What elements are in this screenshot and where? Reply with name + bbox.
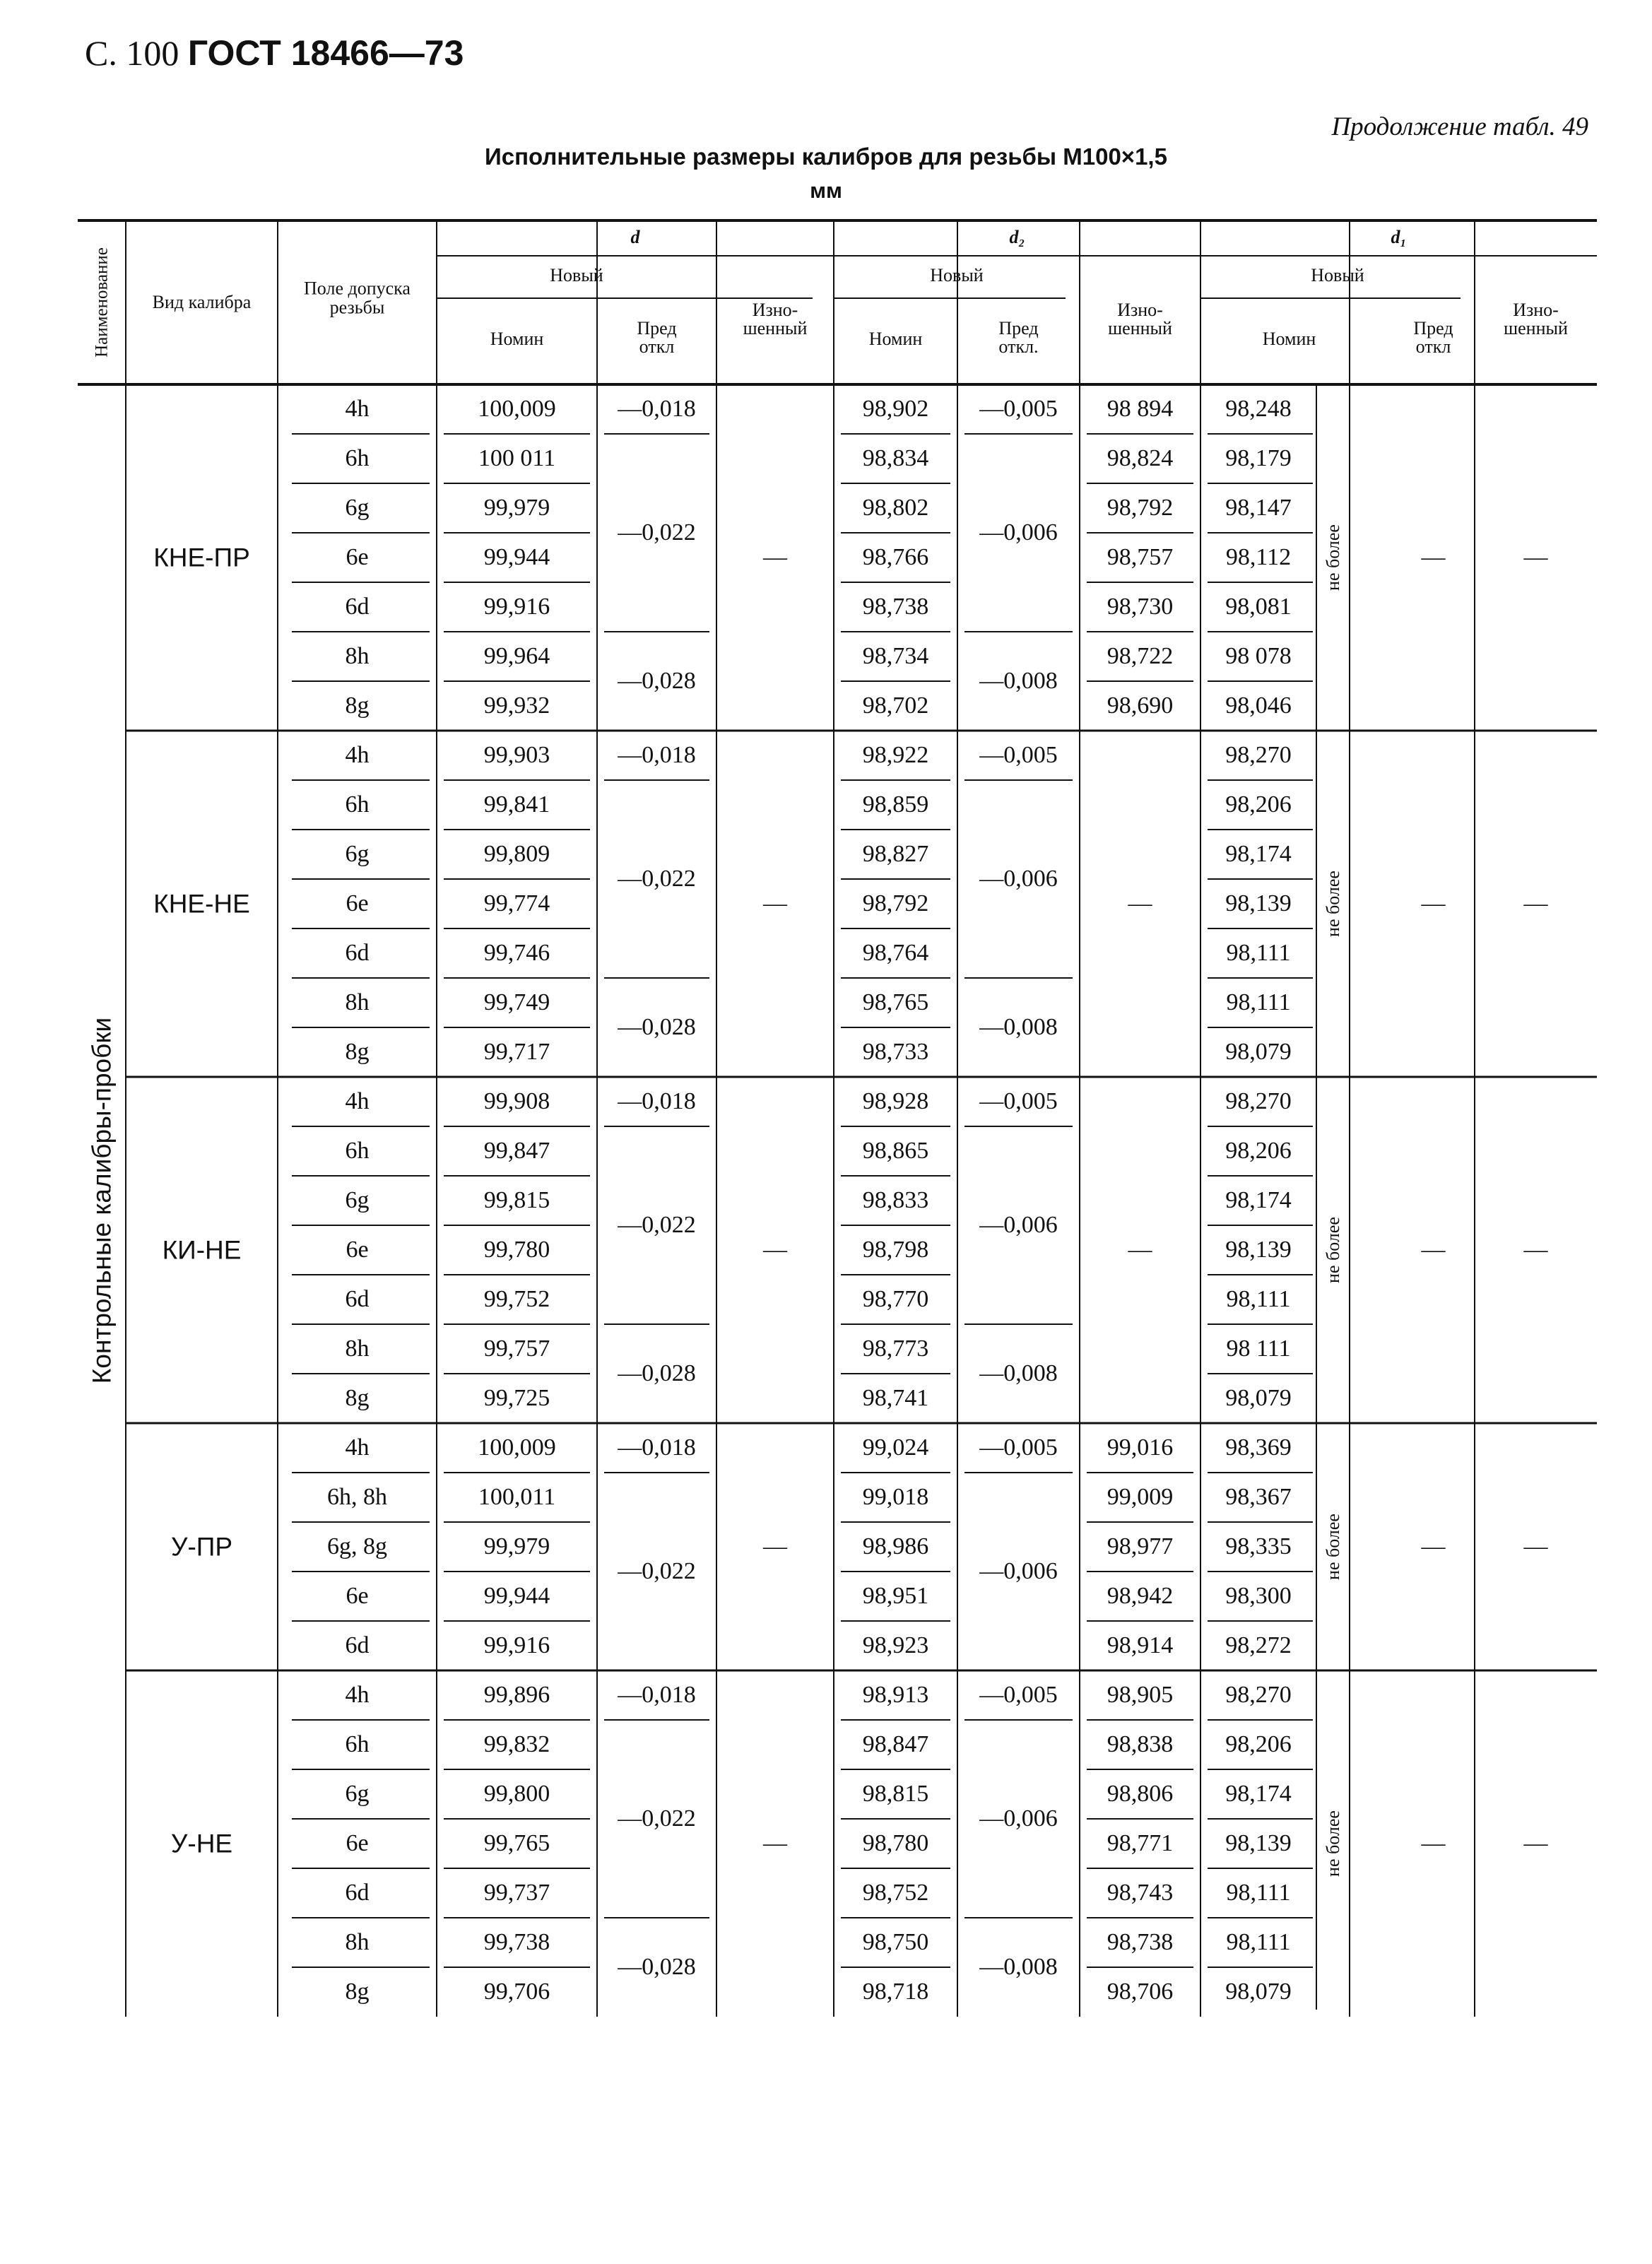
ne-bolee-label: не более [1322,1810,1343,1877]
d2-nomin-cell: 98,913 [862,1682,929,1708]
d-nomin-cell: 99,706 [483,1979,550,2005]
d-deviation-cell: —0,022 [618,1805,696,1832]
tolerance-cell: 8g [345,1979,370,2005]
d1-nomin-cell: 98,174 [1225,1187,1292,1213]
col-type-header: Вид калибра [152,292,252,312]
d-nomin-cell: 99,847 [483,1138,550,1164]
ne-bolee-label: не более [1322,524,1343,591]
d2-nomin-cell: 98,833 [862,1187,929,1213]
d-deviation-cell: —0,022 [618,519,696,546]
col-d-new-header: Новый [550,265,603,285]
tolerance-cell: 6e [346,1237,369,1263]
d1-nomin-cell: 98,111 [1226,1880,1291,1906]
d2-deviation-cell: —0,006 [979,1805,1058,1832]
d-nomin-cell: 99,749 [483,989,550,1015]
dash-d1-pred: — [1421,890,1446,916]
d2-izno-cell: 98,730 [1107,594,1174,620]
d2-deviation-cell: —0,006 [979,866,1058,892]
d1-nomin-cell: 98,270 [1225,1088,1292,1114]
d2-izno-cell: 99,009 [1107,1484,1174,1510]
ne-bolee-label: не более [1322,1514,1343,1580]
tolerance-cell: 8h [345,989,370,1015]
d-deviation-cell: —0,022 [618,1212,696,1238]
d1-nomin-cell: 98,139 [1225,890,1292,916]
d2-deviation-cell: —0,006 [979,1212,1058,1238]
d-nomin-cell: 99,903 [483,742,550,768]
d1-nomin-cell: 98,112 [1225,544,1292,570]
tolerance-cell: 6e [346,1830,369,1856]
d2-izno-cell: 98,824 [1107,445,1174,471]
dash-d-izno: — [763,1533,787,1560]
group-name: У-НЕ [170,1829,233,1858]
group-name: КНЕ-НЕ [153,889,250,919]
d1-nomin-cell: 98,081 [1225,594,1292,620]
d-nomin-cell: 99,964 [483,643,550,669]
table-grid [78,219,1597,2092]
d-deviation-cell: —0,018 [618,742,696,768]
d2-izno-cell: 98,690 [1107,692,1174,719]
d-nomin-cell: 99,746 [483,940,550,966]
d1-nomin-cell: 98,206 [1225,1138,1292,1164]
d2-izno-cell: 98,905 [1107,1682,1174,1708]
d1-nomin-cell: 98,147 [1225,495,1292,521]
d-nomin-cell: 99,774 [483,890,550,916]
tolerance-cell: 4h [345,742,370,768]
d2-izno-cell: 98,914 [1107,1632,1174,1658]
d2-nomin-cell: 99,018 [862,1484,929,1510]
d-nomin-cell: 99,738 [483,1929,550,1955]
d1-nomin-cell: 98,174 [1225,1781,1292,1807]
d2-nomin-cell: 98,764 [862,940,929,966]
d1-nomin-cell: 98,206 [1225,791,1292,818]
d-nomin-cell: 99,916 [483,1632,550,1658]
d2-izno-cell: 98,977 [1107,1533,1174,1560]
tolerance-cell: 6d [345,1880,370,1906]
d1-nomin-cell: 98,248 [1225,396,1292,422]
d-deviation-cell: —0,018 [618,1088,696,1114]
d2-nomin-cell: 98,798 [862,1237,929,1263]
col-d1-izno-header: Изно-шенный [1504,300,1568,338]
col-d-nomin-header: Номин [490,329,544,349]
d1-nomin-cell: 98,111 [1226,940,1291,966]
d-nomin-cell: 99,809 [483,841,550,867]
d2-izno-cell: 98,792 [1107,495,1174,521]
d1-nomin-cell: 98,174 [1225,841,1292,867]
d2-deviation-cell: —0,005 [979,1434,1058,1461]
d2-deviation-cell: —0,006 [979,519,1058,546]
d2-nomin-cell: 98,834 [862,445,929,471]
d2-izno-cell: 98,806 [1107,1781,1174,1807]
d2-izno-cell: 98,838 [1107,1731,1174,1757]
d2-izno-cell: 98 894 [1107,396,1174,422]
d-nomin-cell: 99,896 [483,1682,550,1708]
d1-nomin-cell: 98,139 [1225,1830,1292,1856]
tolerance-cell: 6d [345,1632,370,1658]
d2-nomin-cell: 98,718 [862,1979,929,2005]
group-name: У-ПР [170,1532,233,1562]
d-nomin-cell: 99,932 [483,692,550,719]
tolerance-cell: 6h [345,445,370,471]
tolerance-cell: 8h [345,1336,370,1362]
dash-d1-pred: — [1421,544,1446,570]
d-nomin-cell: 99,725 [483,1385,550,1411]
continuation-note: Продолжение табл. 49 [1331,112,1588,141]
d2-nomin-cell: 98,733 [862,1039,929,1065]
group-name: КНЕ-ПР [153,543,250,572]
d-nomin-cell: 99,717 [483,1039,550,1065]
col-d-header: d [630,227,640,247]
d-nomin-cell: 99,944 [483,1583,550,1609]
d2-nomin-cell: 98,865 [862,1138,929,1164]
tolerance-cell: 4h [345,1434,370,1461]
d2-deviation-cell: —0,005 [979,396,1058,422]
d-nomin-cell: 99,752 [483,1286,550,1312]
d2-nomin-cell: 98,738 [862,594,929,620]
d-nomin-cell: 99,815 [483,1187,550,1213]
col-d-izno-header: Изно-шенный [743,300,808,338]
d1-nomin-cell: 98,179 [1225,445,1292,471]
d2-nomin-cell: 98,750 [862,1929,929,1955]
col-d2-nomin-header: Номин [868,329,923,349]
d2-izno-cell: 98,757 [1107,544,1174,570]
dash-d1-pred: — [1421,1237,1446,1263]
tolerance-cell: 6g [345,495,370,521]
col-d1-nomin-header: Номин [1262,329,1316,349]
tolerance-cell: 6d [345,1286,370,1312]
d2-deviation-cell: —0,005 [979,1682,1058,1708]
tolerance-cell: 6h [345,1731,370,1757]
d2-nomin-cell: 98,847 [862,1731,929,1757]
d1-nomin-cell: 98,335 [1225,1533,1292,1560]
d2-nomin-cell: 98,741 [862,1385,929,1411]
d2-deviation-cell: —0,005 [979,742,1058,768]
d2-izno-cell: 98,722 [1107,643,1174,669]
d-deviation-cell: —0,022 [618,1558,696,1584]
tolerance-cell: 6e [346,1583,369,1609]
d2-nomin-cell: 98,792 [862,890,929,916]
d-nomin-cell: 100,009 [478,1434,556,1461]
standard-code: ГОСТ 18466—73 [187,33,464,73]
dash-d1-izno: — [1523,890,1548,916]
tolerance-cell: 6e [346,890,369,916]
d2-izno-cell: 98,738 [1107,1929,1174,1955]
d-nomin-cell: 99,832 [483,1731,550,1757]
dash-d-izno: — [763,1830,787,1856]
d2-nomin-cell: 98,780 [862,1830,929,1856]
table-title: Исполнительные размеры калибров для резьбы М100×1,5 [485,143,1167,170]
d1-nomin-cell: 98 078 [1225,643,1292,669]
d-nomin-cell: 100,011 [478,1484,556,1510]
group-side-label: Контрольные калибры-пробки [87,1017,117,1384]
d2-nomin-cell: 98,923 [862,1632,929,1658]
col-d2-new-header: Новый [930,265,984,285]
d1-nomin-cell: 98,206 [1225,1731,1292,1757]
d-nomin-cell: 99,979 [483,495,550,521]
tolerance-cell: 6d [345,594,370,620]
tolerance-cell: 8g [345,692,370,719]
dash-d1-izno: — [1523,1533,1548,1560]
d2-izno-cell: 98,771 [1107,1830,1174,1856]
tolerance-cell: 4h [345,1088,370,1114]
d-nomin-cell: 100,009 [478,396,556,422]
tolerance-cell: 4h [345,396,370,422]
d-nomin-cell: 99,757 [483,1336,550,1362]
d-nomin-cell: 99,916 [483,594,550,620]
tolerance-cell: 8g [345,1385,370,1411]
tolerance-cell: 6g, 8g [327,1533,387,1560]
d1-nomin-cell: 98,300 [1225,1583,1292,1609]
d-deviation-cell: —0,018 [618,1682,696,1708]
d2-nomin-cell: 98,986 [862,1533,929,1560]
d2-izno-cell: 98,743 [1107,1880,1174,1906]
col-tolerance-header: Поле допуска резьбы [304,278,411,318]
d2-nomin-cell: 98,752 [862,1880,929,1906]
d1-nomin-cell: 98,139 [1225,1237,1292,1263]
table-unit: мм [810,178,842,203]
dash-d-izno: — [763,1237,787,1263]
d2-nomin-cell: 98,765 [862,989,929,1015]
d2-nomin-cell: 98,922 [862,742,929,768]
tolerance-cell: 8h [345,643,370,669]
d2-izno-cell: 98,942 [1107,1583,1174,1609]
tolerance-cell: 8h [345,1929,370,1955]
d1-nomin-cell: 98,367 [1225,1484,1292,1510]
d-nomin-cell: 99,908 [483,1088,550,1114]
d1-nomin-cell: 98,369 [1225,1434,1292,1461]
d2-deviation-cell: —0,008 [979,1014,1058,1040]
dash-d2-izno: — [1128,1237,1152,1263]
page-number: С. 100 [85,33,179,73]
d1-nomin-cell: 98,111 [1226,1286,1291,1312]
d2-nomin-cell: 98,802 [862,495,929,521]
col-d2-header: d₂ [1009,227,1025,247]
dash-d1-izno: — [1523,544,1548,570]
d1-nomin-cell: 98,046 [1225,692,1292,719]
d2-deviation-cell: —0,008 [979,1954,1058,1980]
tolerance-cell: 6h [345,791,370,818]
dash-d-izno: — [763,890,787,916]
ne-bolee-label: не более [1322,871,1343,937]
d1-nomin-cell: 98,079 [1225,1039,1292,1065]
d1-nomin-cell: 98,270 [1225,1682,1292,1708]
d-deviation-cell: —0,018 [618,1434,696,1461]
d2-nomin-cell: 99,024 [862,1434,929,1461]
d2-nomin-cell: 98,766 [862,544,929,570]
d2-nomin-cell: 98,902 [862,396,929,422]
d-nomin-cell: 100 011 [478,445,556,471]
d2-izno-cell: 98,706 [1107,1979,1174,2005]
tolerance-cell: 6h [345,1138,370,1164]
col-d1-new-header: Новый [1311,265,1364,285]
d2-nomin-cell: 98,773 [862,1336,929,1362]
d-deviation-cell: —0,022 [618,866,696,892]
d2-deviation-cell: —0,006 [979,1558,1058,1584]
d1-nomin-cell: 98,079 [1225,1979,1292,2005]
gauge-table [78,219,1597,2092]
d2-nomin-cell: 98,827 [862,841,929,867]
col-d2-izno-header: Изно-шенный [1108,300,1172,338]
d1-nomin-cell: 98,272 [1225,1632,1292,1658]
d2-nomin-cell: 98,734 [862,643,929,669]
tolerance-cell: 8g [345,1039,370,1065]
d2-nomin-cell: 98,859 [862,791,929,818]
d-deviation-cell: —0,028 [618,1360,696,1386]
col-d2-pred-header: Пред откл. [998,318,1039,357]
group-name: КИ-НЕ [162,1235,242,1265]
col-name-header: Наименование [92,247,112,358]
d-deviation-cell: —0,018 [618,396,696,422]
tolerance-cell: 6g [345,841,370,867]
d1-nomin-cell: 98,111 [1226,989,1291,1015]
tolerance-cell: 6e [346,544,369,570]
d-deviation-cell: —0,028 [618,1014,696,1040]
d-nomin-cell: 99,979 [483,1533,550,1560]
d2-nomin-cell: 98,951 [862,1583,929,1609]
tolerance-cell: 4h [345,1682,370,1708]
tolerance-cell: 6g [345,1187,370,1213]
tolerance-cell: 6h, 8h [327,1484,387,1510]
col-d1-pred-header: Пред откл [1413,318,1453,357]
d-deviation-cell: —0,028 [618,668,696,694]
tolerance-cell: 6d [345,940,370,966]
d1-nomin-cell: 98,111 [1226,1929,1291,1955]
dash-d1-pred: — [1421,1533,1446,1560]
d2-izno-cell: 99,016 [1107,1434,1174,1461]
d1-nomin-cell: 98 111 [1226,1336,1291,1362]
d-nomin-cell: 99,841 [483,791,550,818]
d2-nomin-cell: 98,770 [862,1286,929,1312]
col-d1-header: d₁ [1391,227,1407,247]
d-nomin-cell: 99,737 [483,1880,550,1906]
ne-bolee-label: не более [1322,1217,1343,1283]
dash-d-izno: — [763,544,787,570]
tolerance-cell: 6g [345,1781,370,1807]
d2-nomin-cell: 98,928 [862,1088,929,1114]
d-nomin-cell: 99,944 [483,544,550,570]
dash-d1-pred: — [1421,1830,1446,1856]
d2-deviation-cell: —0,008 [979,668,1058,694]
d2-deviation-cell: —0,005 [979,1088,1058,1114]
d2-nomin-cell: 98,702 [862,692,929,719]
dash-d1-izno: — [1523,1237,1548,1263]
d2-deviation-cell: —0,008 [979,1360,1058,1386]
d1-nomin-cell: 98,270 [1225,742,1292,768]
d-deviation-cell: —0,028 [618,1954,696,1980]
d-nomin-cell: 99,765 [483,1830,550,1856]
col-d-pred-header: Пред откл [637,318,677,357]
d2-nomin-cell: 98,815 [862,1781,929,1807]
d1-nomin-cell: 98,079 [1225,1385,1292,1411]
dash-d1-izno: — [1523,1830,1548,1856]
dash-d2-izno: — [1128,890,1152,916]
page-header [85,33,464,73]
d-nomin-cell: 99,780 [483,1237,550,1263]
d-nomin-cell: 99,800 [483,1781,550,1807]
